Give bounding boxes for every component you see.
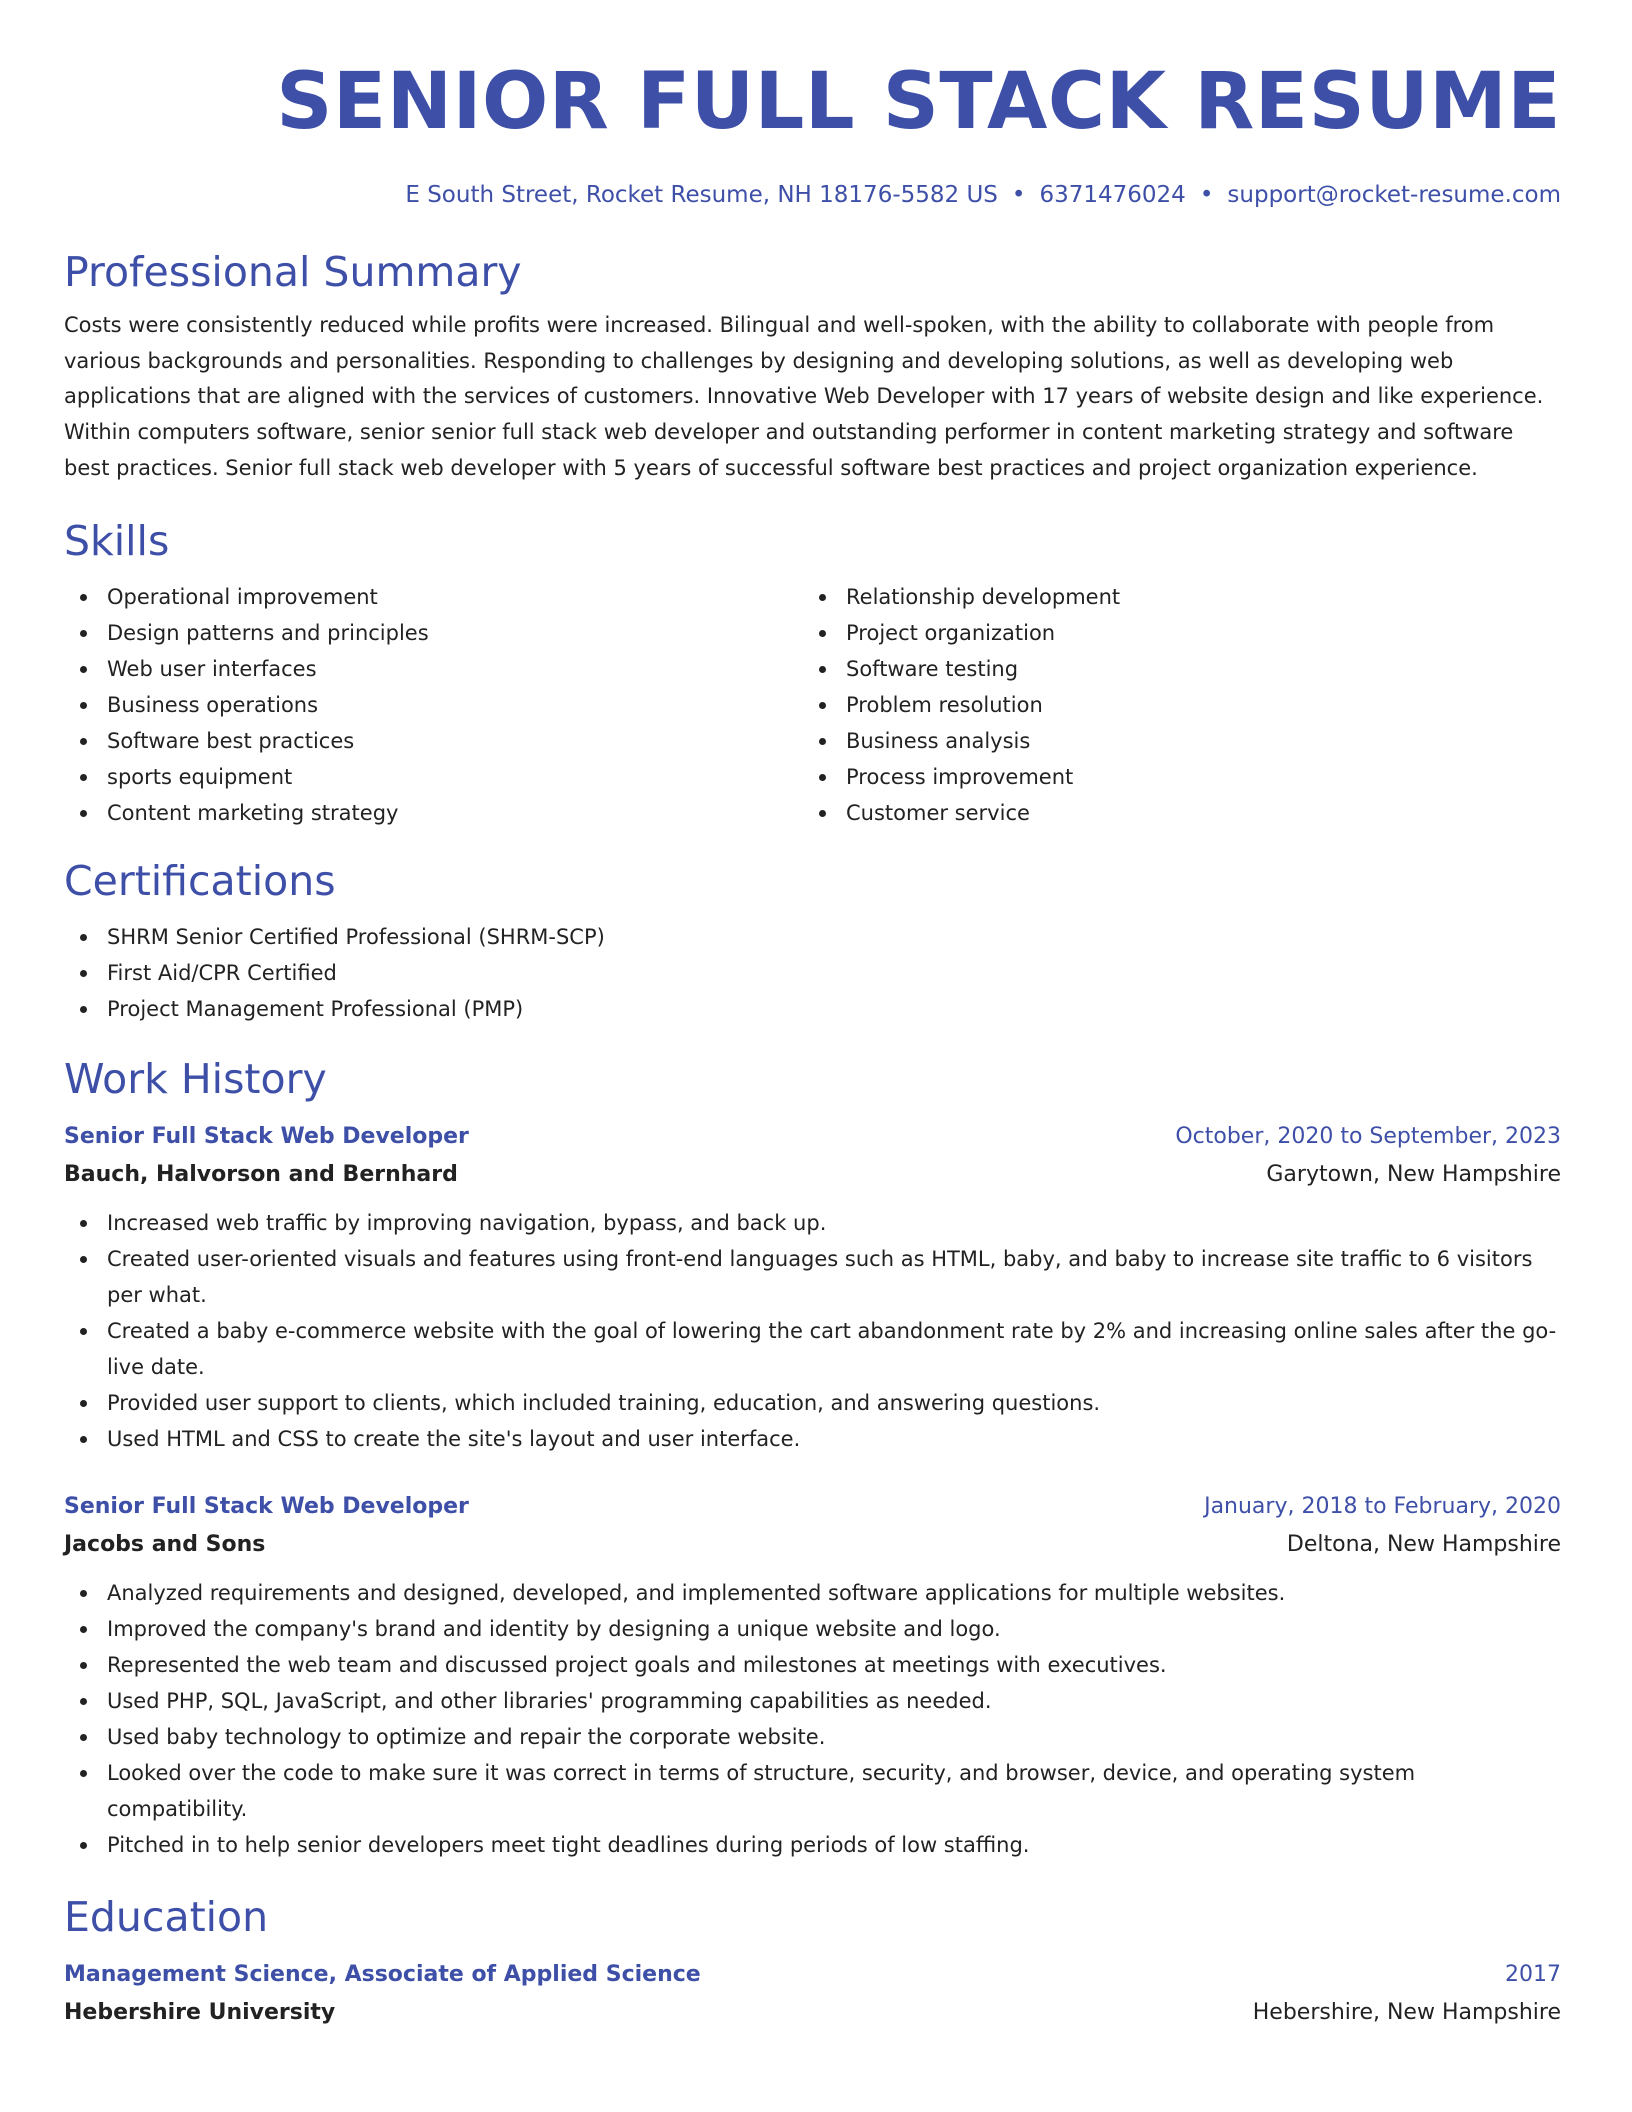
job-title: Senior Full Stack Web Developer [64,1123,469,1149]
resume-page [64,52,1561,2033]
education-school-row [64,1993,1561,2033]
certification-item: First Aid/CPR Certified [64,955,1561,991]
job-bullet: Looked over the code to make sure it was correct in terms of structure, security, and browser, device, and operating system compatibility. [64,1755,1561,1827]
certification-item: Project Management Professional (PMP) [64,991,1561,1027]
skills-section [64,515,1561,831]
job-company-row [64,1155,1561,1195]
education-year: 2017 [1505,1961,1561,1987]
job-bullet: Represented the web team and discussed project goals and milestones at meetings with executives. [64,1647,1561,1683]
work-history-heading: Work History [64,1054,327,1103]
job-company: Bauch, Halvorson and Bernhard [64,1161,458,1187]
education-degree-row [64,1957,1561,1993]
skill-item: Process improvement [803,759,1542,795]
work-history-section [64,1053,1561,1863]
skill-item: Content marketing strategy [64,795,803,831]
contact-address: E South Street, Rocket Resume, NH 18176-5582 US [405,182,998,208]
skill-item: Project organization [803,615,1542,651]
job-dates: October, 2020 to September, 2023 [1175,1123,1561,1149]
job-bullet: Provided user support to clients, which included training, education, and answering questions. [64,1385,1561,1421]
job-title-row [64,1119,1561,1155]
job-bullet: Analyzed requirements and designed, developed, and implemented software applications for multiple websites. [64,1575,1561,1611]
summary-heading: Professional Summary [64,248,522,296]
job-company: Jacobs and Sons [64,1531,266,1557]
skill-item: sports equipment [64,759,803,795]
contact-line [64,178,1561,212]
job-location: Garytown, New Hampshire [1266,1161,1561,1187]
skills-column-left [64,579,803,831]
job-title: Senior Full Stack Web Developer [64,1493,469,1519]
job-bullet: Pitched in to help senior developers meet tight deadlines during periods of low staffing. [64,1827,1561,1863]
skills-heading: Skills [64,516,170,565]
education-section [64,1891,1561,2033]
job-bullet: Increased web traffic by improving navigation, bypass, and back up. [64,1205,1561,1241]
skill-item: Customer service [803,795,1542,831]
resume-title: SENIOR FULL STACK RESUME [276,57,1561,147]
job-title-row [64,1489,1561,1525]
contact-phone: 6371476024 [1039,182,1186,208]
skill-item: Business operations [64,687,803,723]
contact-email[interactable]: support@rocket-resume.com [1227,182,1561,208]
certification-item: SHRM Senior Certified Professional (SHRM-SCP) [64,919,1561,955]
skill-item: Software best practices [64,723,803,759]
education-heading: Education [64,1892,269,1941]
job-entry [64,1119,1561,1457]
skill-item: Operational improvement [64,579,803,615]
summary-text: Costs were consistently reduced while profits were increased. Bilingual and well-spoken, with the ability to collaborate with people from various backgrounds and personalities. Responding to challenges by designing and developing solutions, as well as developing web applications that are aligned with the services of customers. Innovative Web Developer with 17 years of website design and like experience. Within computers software, senior senior full stack web developer and outstanding performer in content marketing strategy and software best practices. Senior full stack web developer with 5 years of successful software best practices and project organization experience. [64,313,1544,480]
skill-item: Business analysis [803,723,1542,759]
job-bullet: Used baby technology to optimize and repair the corporate website. [64,1719,1561,1755]
skills-column-right [803,579,1542,831]
skills-grid [64,579,1561,831]
job-bullet: Used HTML and CSS to create the site's layout and user interface. [64,1421,1561,1457]
skill-item: Relationship development [803,579,1542,615]
skill-item: Design patterns and principles [64,615,803,651]
education-school: Hebershire University [64,1999,336,2025]
certifications-section [64,855,1561,1027]
summary-section [64,246,1561,487]
job-entry [64,1489,1561,1863]
job-bullet: Created a baby e-commerce website with the goal of lowering the cart abandonment rate by 2% and increasing online sales after the go-live date. [64,1313,1561,1385]
job-company-row [64,1525,1561,1565]
job-bullet: Used PHP, SQL, JavaScript, and other libraries' programming capabilities as needed. [64,1683,1561,1719]
skill-item: Web user interfaces [64,651,803,687]
job-bullet: Improved the company's brand and identity by designing a unique website and logo. [64,1611,1561,1647]
skill-item: Software testing [803,651,1542,687]
contact-separator: • [1199,182,1214,208]
education-degree: Management Science, Associate of Applied Science [64,1961,701,1987]
job-location: Deltona, New Hampshire [1286,1531,1561,1557]
certifications-heading: Certifications [64,856,336,905]
job-dates: January, 2018 to February, 2020 [1204,1493,1561,1519]
contact-separator: • [1011,182,1026,208]
education-location: Hebershire, New Hampshire [1252,1999,1561,2025]
skill-item: Problem resolution [803,687,1542,723]
education-entry [64,1957,1561,2033]
job-bullet: Created user-oriented visuals and features using front-end languages such as HTML, baby, and baby to increase site traffic to 6 visitors per what. [64,1241,1561,1313]
